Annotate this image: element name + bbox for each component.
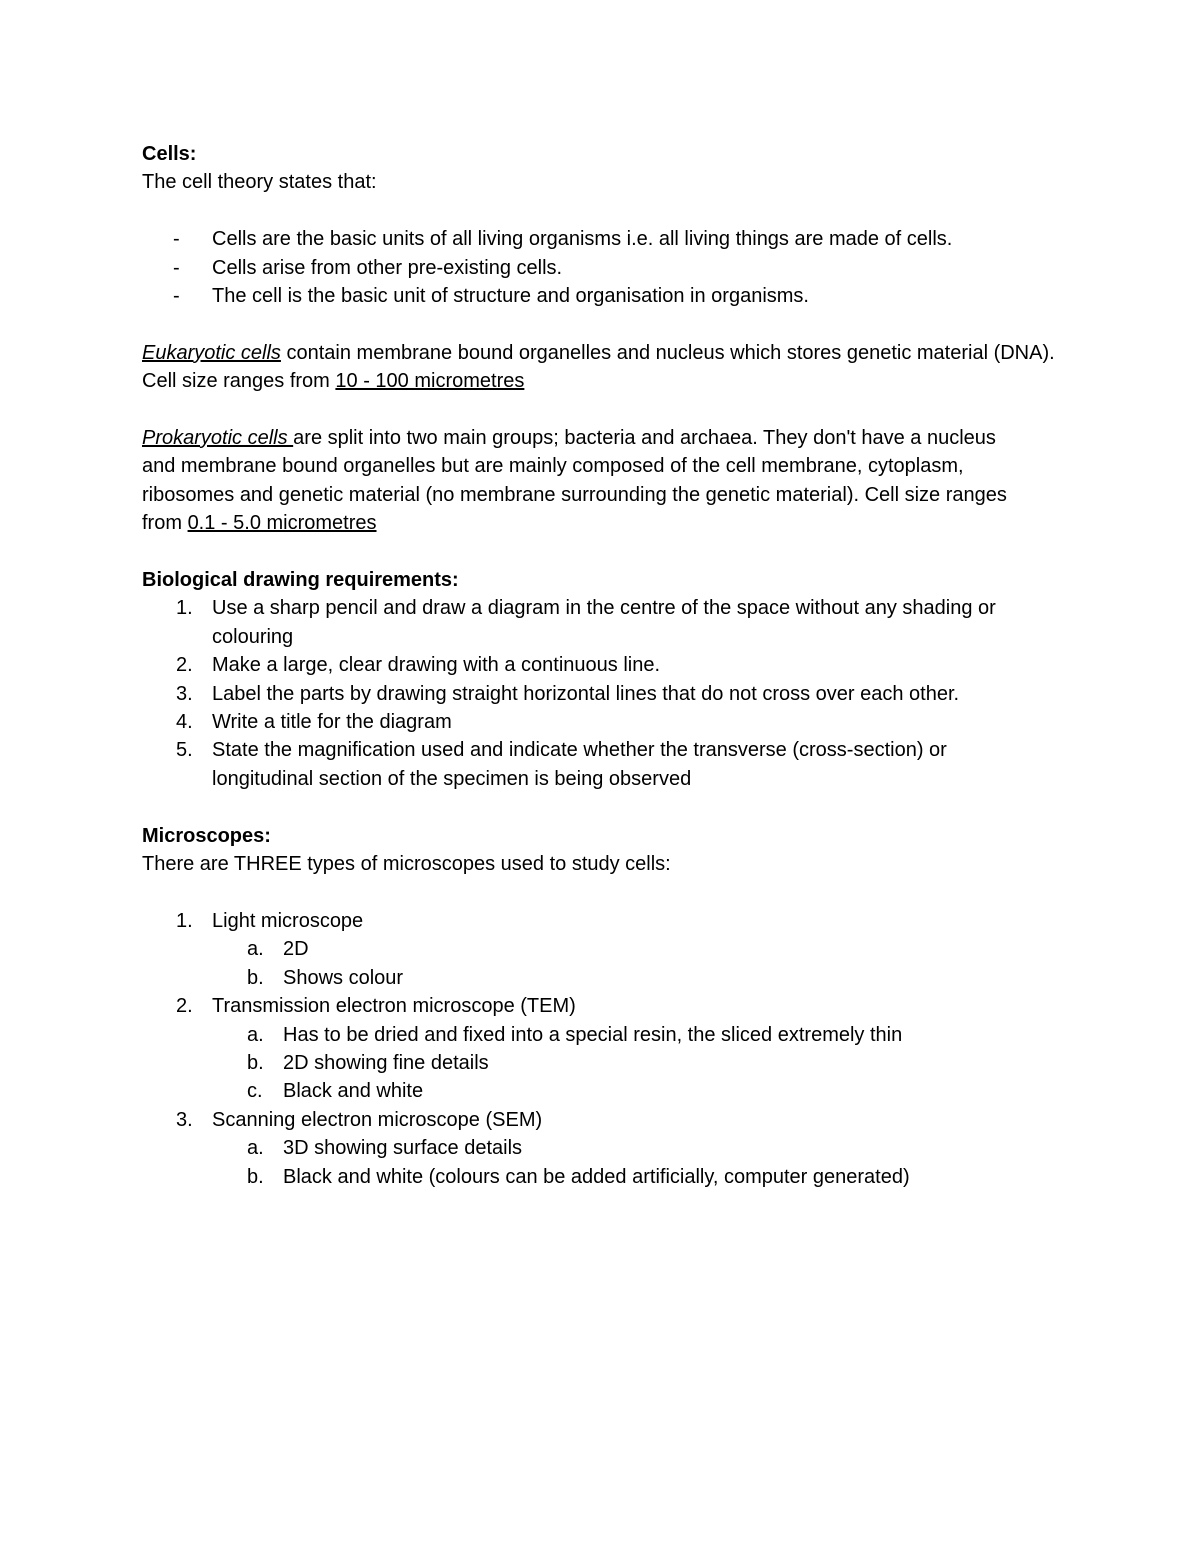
eukaryotic-term: Eukaryotic cells — [142, 341, 281, 364]
microscope-sub-item — [142, 1077, 1072, 1105]
microscope-name: Transmission electron microscope (TEM) — [212, 995, 576, 1018]
drawing-list-item — [142, 736, 1072, 793]
spacer — [142, 793, 1072, 821]
list-number: 1. — [176, 909, 193, 932]
list-letter: b. — [247, 1051, 264, 1074]
prokaryotic-term: Prokaryotic cells — [142, 427, 294, 450]
spacer — [142, 396, 1072, 424]
sub-item-text: Black and white (colours can be added artificially, computer generated) — [283, 1165, 910, 1188]
sub-item-text: 2D — [283, 938, 309, 961]
spacer — [142, 878, 1072, 906]
sub-item-text: Shows colour — [283, 966, 404, 989]
dash-bullet: - — [173, 228, 180, 251]
list-number: 2. — [176, 654, 193, 677]
list-number: 2. — [176, 995, 193, 1018]
theory-item-text: Cells are the basic units of all living organisms i.e. all living things are made of cells. — [212, 228, 953, 251]
dash-bullet: - — [173, 285, 180, 308]
microscope-sub-item — [142, 964, 1072, 992]
theory-item-text: Cells arise from other pre-existing cells. — [212, 256, 563, 279]
list-letter: a. — [247, 1023, 264, 1046]
microscope-list-item — [142, 1106, 1072, 1134]
theory-item-text: The cell is the basic unit of structure and organisation in organisms. — [212, 285, 809, 308]
microscope-name: Scanning electron microscope (SEM) — [212, 1108, 543, 1131]
microscope-name: Light microscope — [212, 909, 364, 932]
dash-bullet: - — [173, 256, 180, 279]
drawing-list-item — [142, 594, 1072, 651]
list-number: 3. — [176, 682, 193, 705]
microscope-list-item — [142, 992, 1072, 1020]
sub-item-text: 3D showing surface details — [283, 1137, 523, 1160]
theory-list-item — [142, 282, 1072, 310]
drawing-item-text: Write a title for the diagram — [212, 711, 452, 734]
list-number: 1. — [176, 597, 193, 620]
microscope-sub-item — [142, 1134, 1072, 1162]
drawing-item-text: State the magnification used and indicate whether the transverse (cross-section) or longitudinal section of the specimen is being observed — [212, 739, 947, 790]
spacer — [142, 310, 1072, 338]
list-letter: a. — [247, 1137, 264, 1160]
list-letter: c. — [247, 1080, 263, 1103]
drawing-list-item — [142, 708, 1072, 736]
microscope-sub-item — [142, 935, 1072, 963]
sub-item-text: Black and white — [283, 1080, 424, 1103]
drawing-item-text: Make a large, clear drawing with a continuous line. — [212, 654, 661, 677]
microscope-sub-item — [142, 1049, 1072, 1077]
sub-item-text: Has to be dried and fixed into a special resin, the sliced extremely thin — [283, 1023, 903, 1046]
document-page — [142, 140, 1072, 1191]
list-number: 4. — [176, 711, 193, 734]
list-letter: b. — [247, 966, 264, 989]
drawing-list-item — [142, 680, 1072, 708]
list-letter: a. — [247, 938, 264, 961]
microscope-sub-item — [142, 1021, 1072, 1049]
spacer — [142, 197, 1072, 225]
eukaryotic-text: contain membrane bound organelles and nucleus which stores genetic material (DNA). Cell size ranges from — [142, 341, 1055, 393]
list-number: 5. — [176, 739, 193, 762]
cell-theory-intro: The cell theory states that: — [142, 171, 377, 194]
theory-list-item — [142, 225, 1072, 253]
drawing-item-text: Use a sharp pencil and draw a diagram in the centre of the space without any shading or colouring — [212, 597, 996, 648]
list-letter: b. — [247, 1165, 264, 1188]
theory-list-item — [142, 254, 1072, 282]
eukaryotic-size: 10 - 100 micrometres — [335, 370, 525, 393]
microscopes-intro: There are THREE types of microscopes used to study cells: — [142, 853, 671, 876]
sub-item-text: 2D showing fine details — [283, 1051, 489, 1074]
microscope-sub-item — [142, 1163, 1072, 1191]
spacer — [142, 538, 1072, 566]
drawing-heading: Biological drawing requirements: — [142, 569, 459, 592]
prokaryotic-paragraph — [142, 424, 1032, 538]
prokaryotic-text: are split into two main groups; bacteria and archaea. They don't have a nucleus and membrane bound organelles but are mainly composed of the cell membrane, cytoplasm, ribosomes and genetic material (no membrane surrounding the genetic material). Cell size ranges from — [142, 427, 1007, 535]
drawing-item-text: Label the parts by drawing straight horizontal lines that do not cross over each other. — [212, 682, 960, 705]
list-number: 3. — [176, 1108, 193, 1131]
eukaryotic-paragraph — [142, 339, 1062, 396]
prokaryotic-size: 0.1 - 5.0 micrometres — [187, 512, 377, 535]
drawing-list-item — [142, 651, 1072, 679]
cells-heading: Cells: — [142, 143, 197, 165]
microscopes-heading: Microscopes: — [142, 824, 271, 847]
microscope-list-item — [142, 907, 1072, 935]
